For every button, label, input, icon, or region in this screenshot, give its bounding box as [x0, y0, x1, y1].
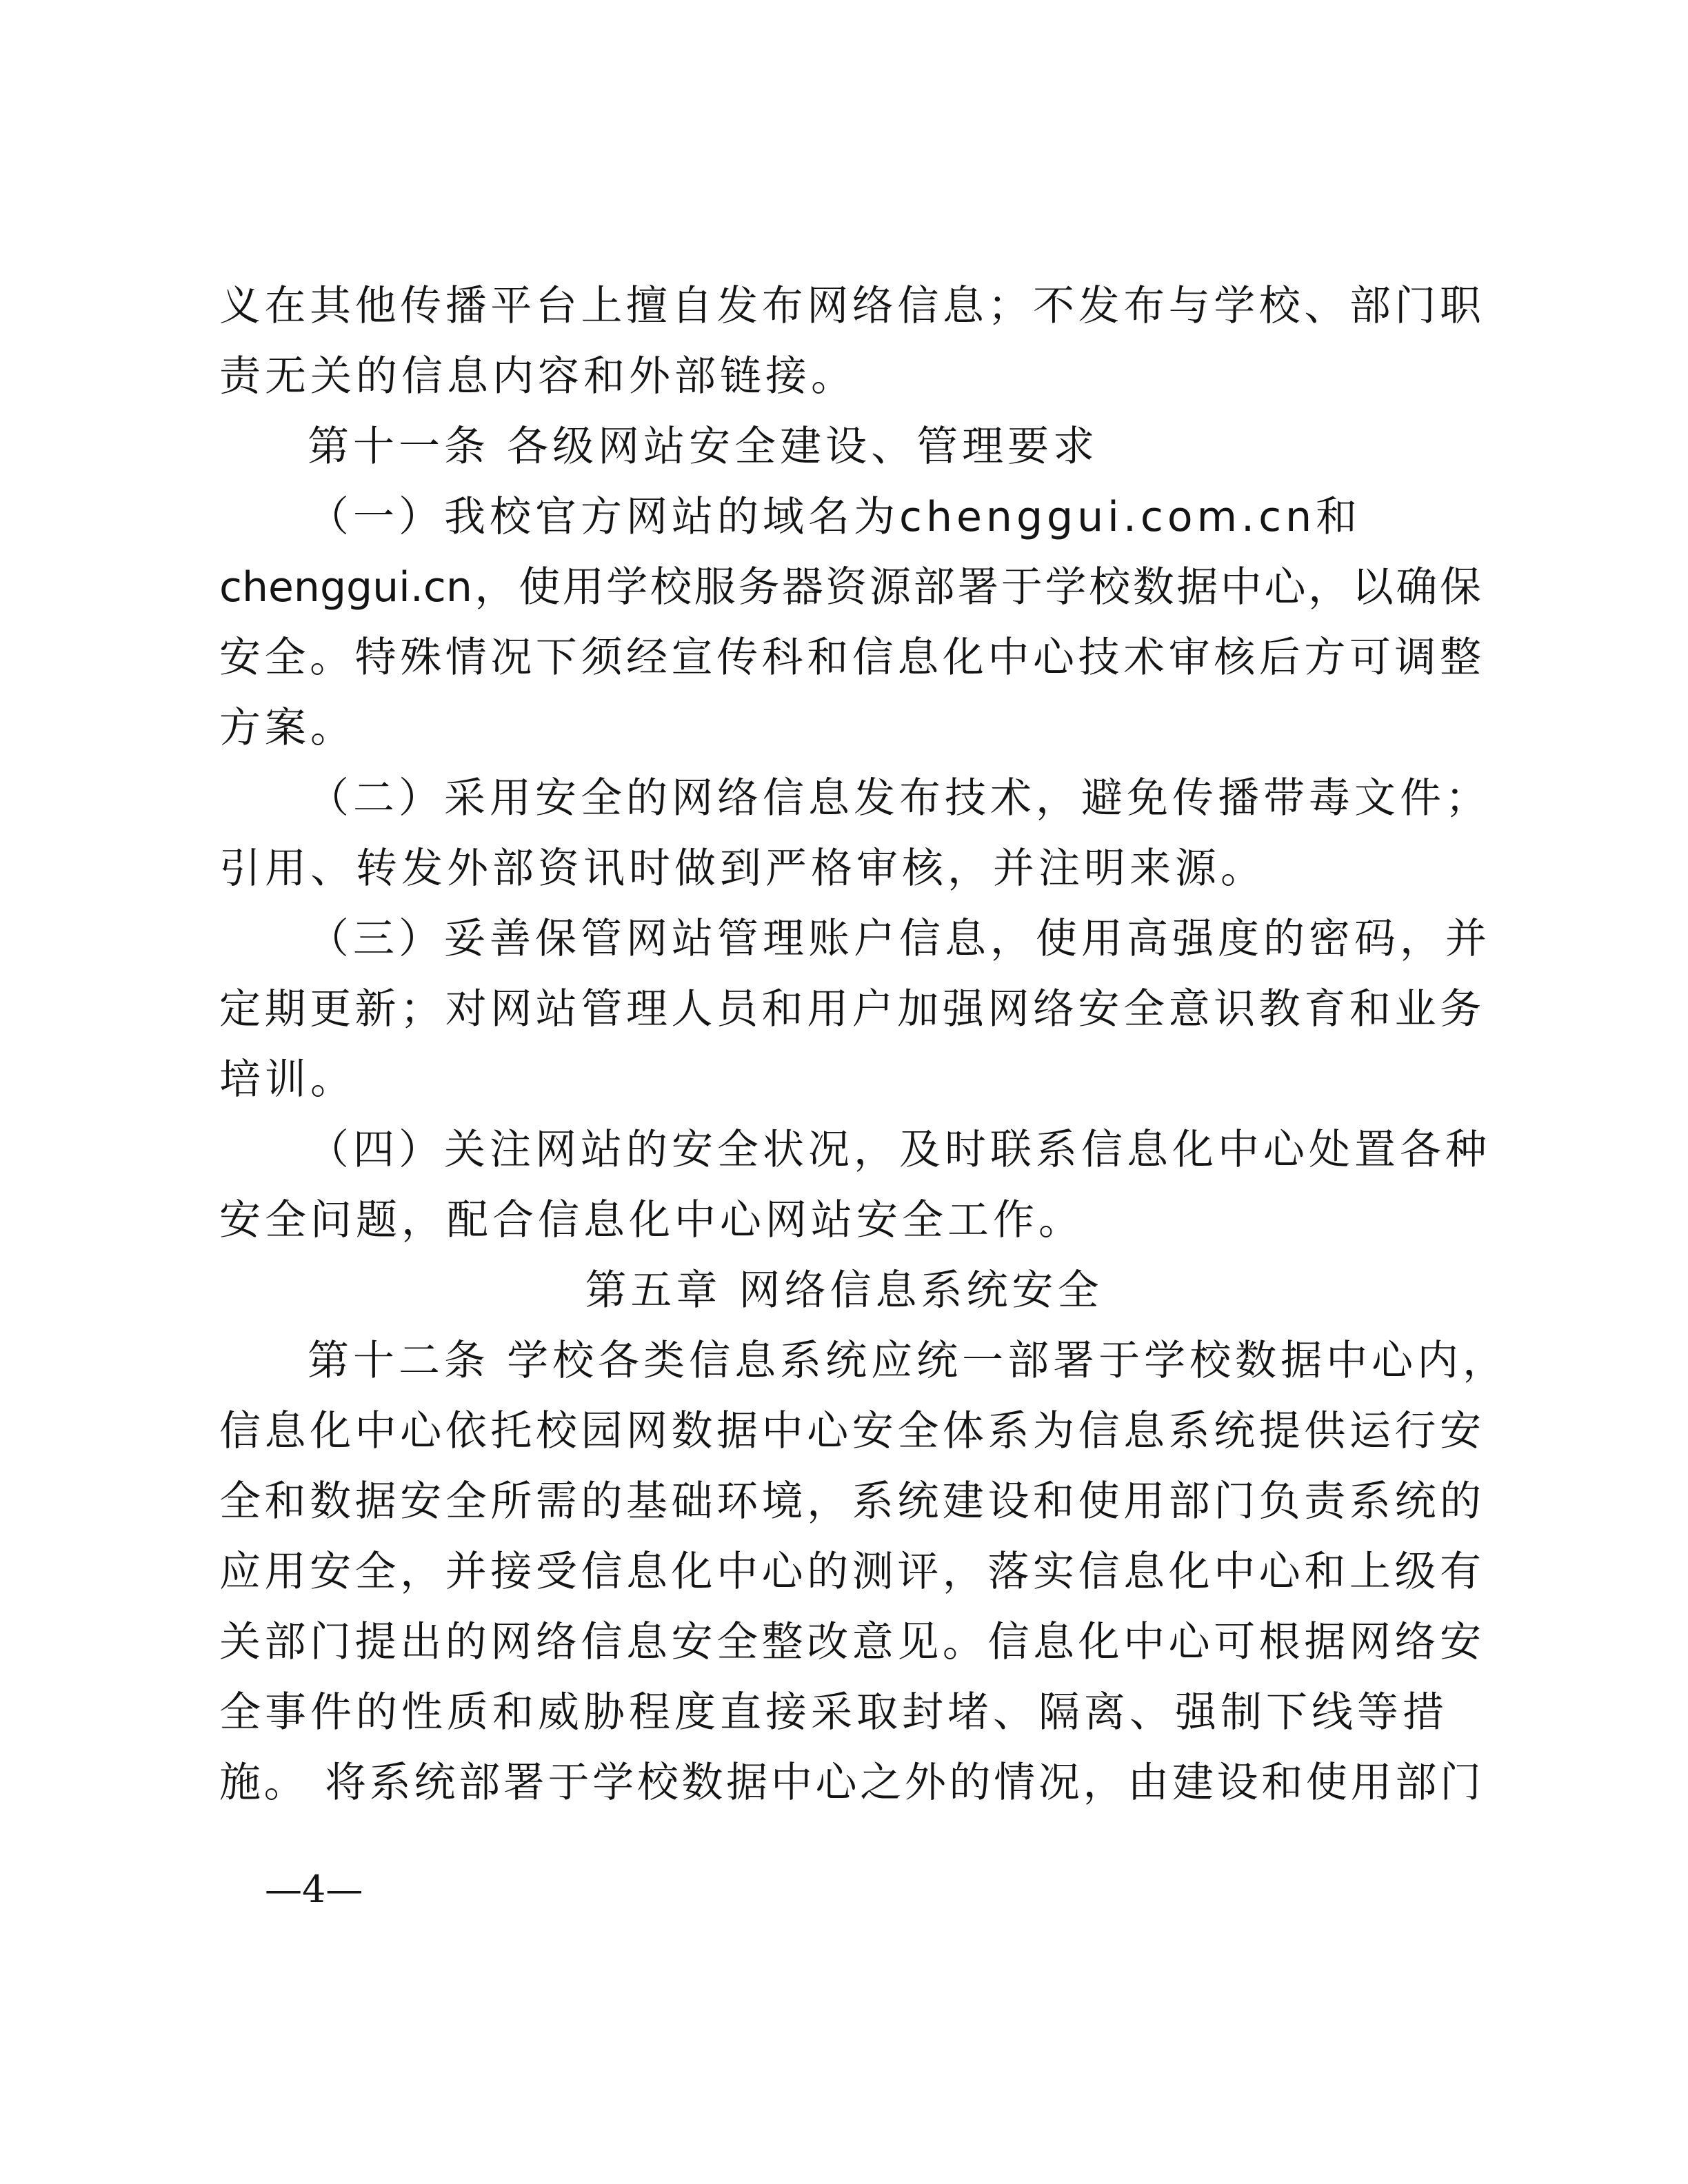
- paragraph-line: 定期更新；对网站管理人员和用户加强网络安全意识教育和业务: [219, 985, 1481, 1033]
- paragraph-line: 全事件的性质和威胁程度直接采取封堵、隔离、强制下线等措: [219, 1688, 1448, 1737]
- paragraph-line: 安全问题，配合信息化中心网站安全工作。: [219, 1196, 1084, 1244]
- paragraph-line: 培训。: [219, 1055, 356, 1104]
- paragraph-line: 安全。特殊情况下须经宣传科和信息化中心技术审核后方可调整: [219, 634, 1481, 682]
- article-11-title: 第十一条 各级网站安全建设、管理要求: [308, 423, 1099, 471]
- page-number: —4—: [265, 1868, 363, 1911]
- paragraph-line: 应用安全，并接受信息化中心的测评，落实信息化中心和上级有: [219, 1548, 1481, 1596]
- paragraph-line: 关部门提出的网络信息安全整改意见。信息化中心可根据网络安: [219, 1618, 1481, 1666]
- article-12-title: 第十二条 学校各类信息系统应统一部署于学校数据中心内，: [308, 1337, 1509, 1385]
- paragraph-line: chenggui.cn，使用学校服务器资源部署于学校数据中心，以确保: [219, 563, 1481, 611]
- paragraph-line: 引用、转发外部资讯时做到严格审核，并注明来源。: [219, 845, 1266, 893]
- paragraph-line: 义在其他传播平台上擅自发布网络信息；不发布与学校、部门职: [219, 282, 1481, 330]
- paragraph-line: （一）我校官方网站的域名为chenggui.com.cn和: [308, 493, 1362, 541]
- paragraph-line: 全和数据安全所需的基础环境，系统建设和使用部门负责系统的: [219, 1477, 1481, 1526]
- paragraph-line: （四）关注网站的安全状况，及时联系信息化中心处置各种: [308, 1126, 1491, 1174]
- paragraph-line: 信息化中心依托校园网数据中心安全体系为信息系统提供运行安: [219, 1407, 1481, 1455]
- paragraph-line: 责无关的信息内容和外部链接。: [219, 352, 856, 401]
- paragraph-line: 施。 将系统部署于学校数据中心之外的情况，由建设和使用部门: [219, 1759, 1481, 1807]
- paragraph-line: （三）妥善保管网站管理账户信息，使用高强度的密码，并: [308, 915, 1491, 963]
- paragraph-line: 方案。: [219, 704, 356, 752]
- paragraph-line: （二）采用安全的网络信息发布技术，避免传播带毒文件；: [308, 774, 1491, 822]
- chapter-5-heading: 第五章 网络信息系统安全: [585, 1266, 1103, 1315]
